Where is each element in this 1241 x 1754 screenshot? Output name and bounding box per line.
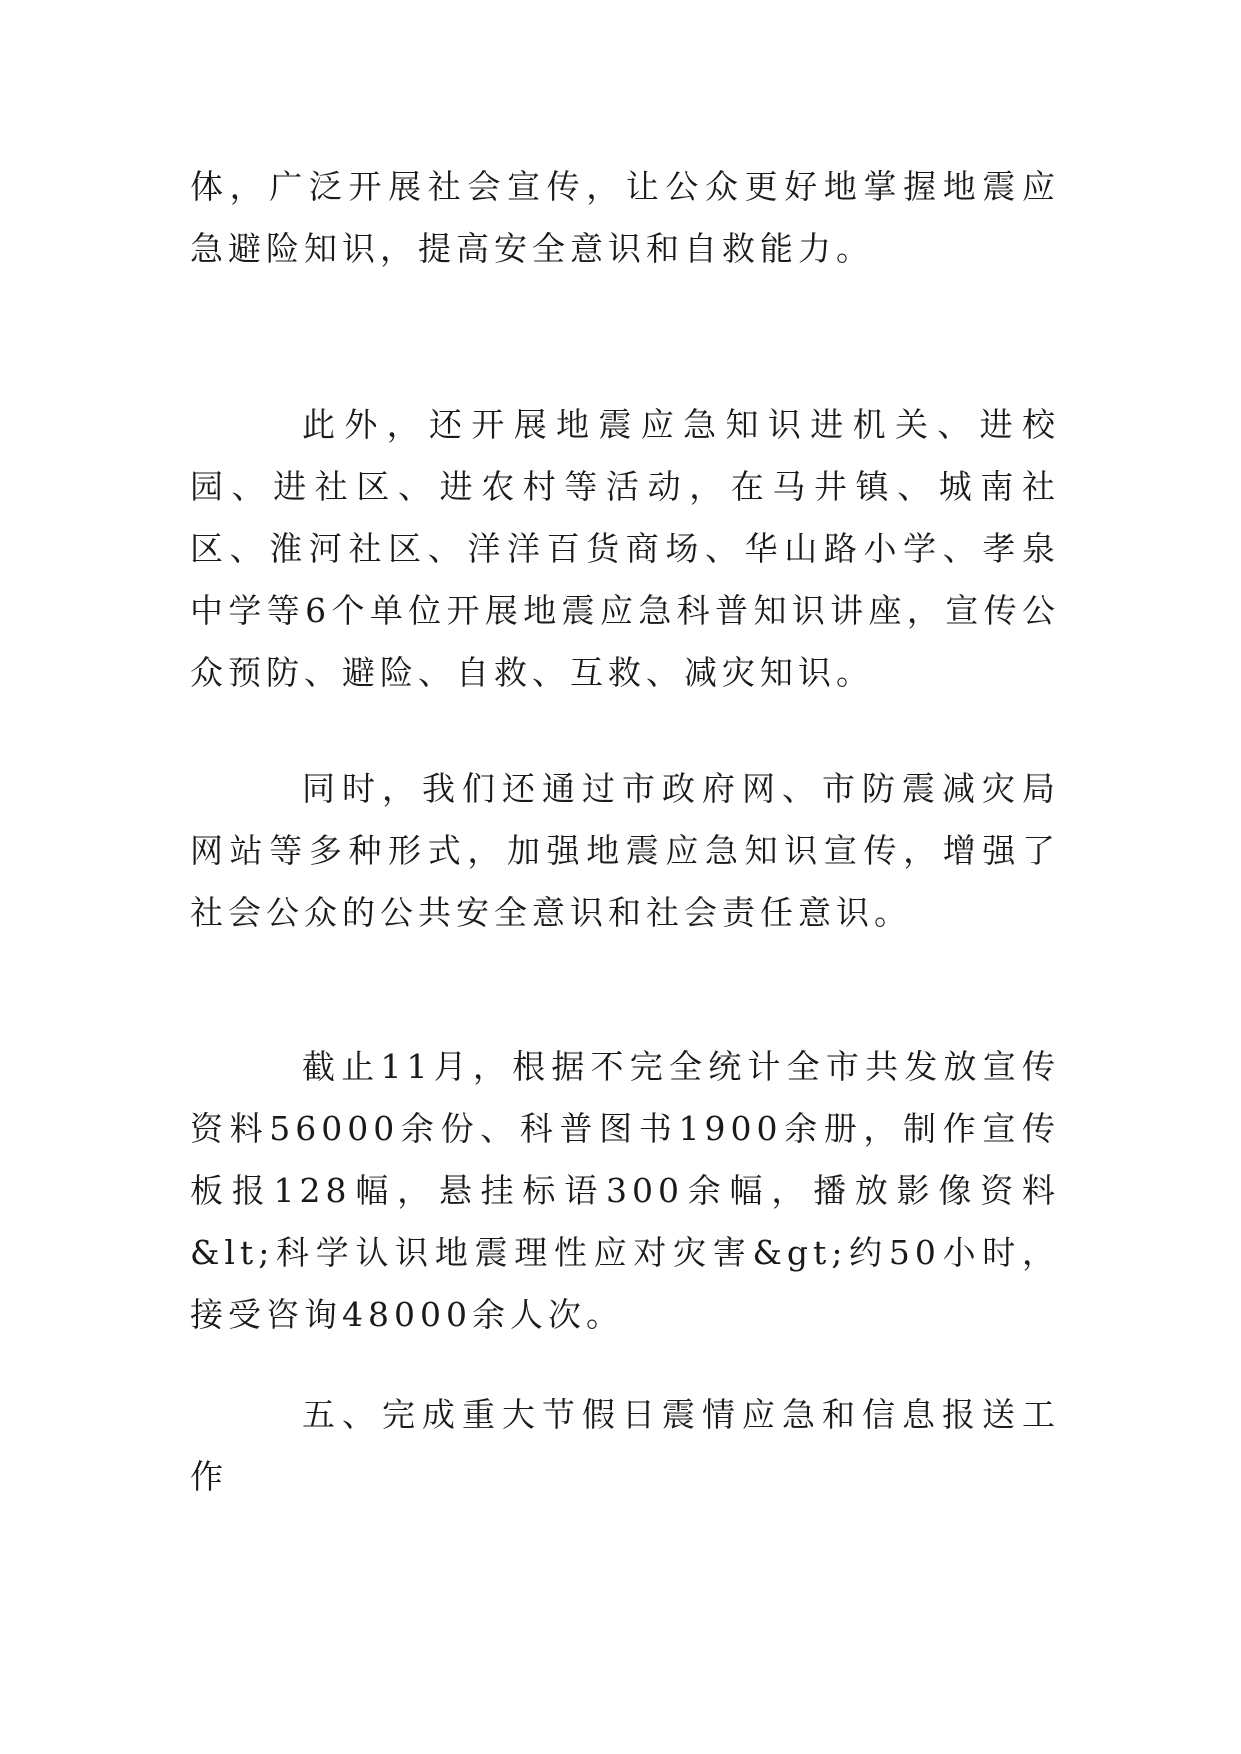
- paragraph-continued: 体，广泛开展社会宣传，让公众更好地掌握地震应急避险知识，提高安全意识和自救能力。: [190, 167, 1060, 268]
- paragraph-online-publicity: 同时，我们还通过市政府网、市防震减灾局网站等多种形式，加强地震应急知识宣传，增强了社会公众的公共安全意识和社会责任意识。: [190, 769, 1060, 932]
- paragraph-statistics: 截止11月，根据不完全统计全市共发放宣传资料56000余份、科普图书1900余册，制作宣传板报128幅，悬挂标语300余幅，播放影像资料&lt;科学认识地震理性应对灾害&gt;约50小时，接受咨询48000余人次。: [190, 1047, 1060, 1334]
- section-heading: 五、完成重大节假日震情应急和信息报送工作: [190, 1395, 1060, 1496]
- paragraph-outreach-activities: 此外，还开展地震应急知识进机关、进校园、进社区、进农村等活动，在马井镇、城南社区、淮河社区、洋洋百货商场、华山路小学、孝泉中学等6个单位开展地震应急科普知识讲座，宣传公众预防、避险、自救、互救、减灾知识。: [190, 405, 1060, 692]
